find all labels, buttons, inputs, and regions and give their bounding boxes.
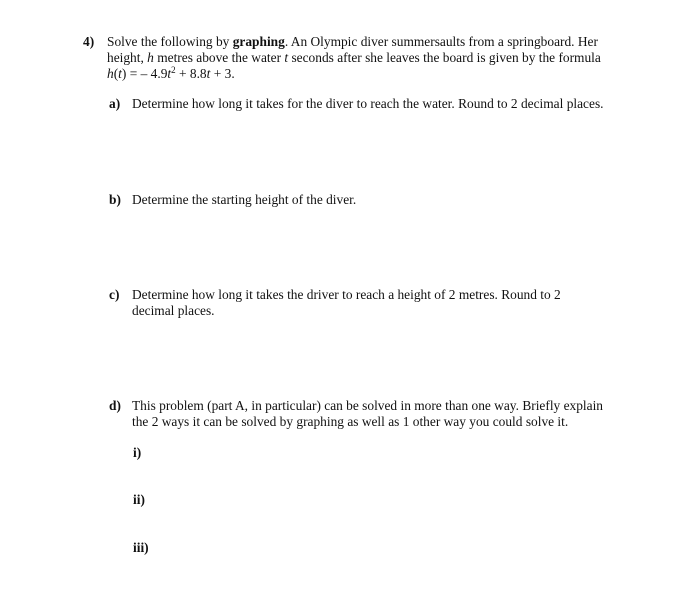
question-line-2-part: metres above the water [153, 50, 285, 65]
part-a-text: Determine how long it takes for the diver to reach the water. Round to 2 decimal places. [132, 96, 604, 111]
subpart-ii-label: ii) [133, 492, 145, 507]
part-b-text: Determine the starting height of the diver. [132, 192, 357, 207]
part-c-line-2: decimal places. [132, 303, 215, 318]
formula-h: h [107, 66, 114, 81]
question-line-1-start: Solve the following by [107, 34, 233, 49]
part-d-line-2: the 2 ways it can be solved by graphing as well as 1 other way you could solve it. [132, 414, 569, 429]
graphing-emphasis: graphing [232, 34, 285, 49]
question-line-1 [107, 34, 598, 50]
subpart-i-label: i) [133, 445, 142, 460]
formula-t: t [118, 66, 122, 81]
formula-t: t [167, 66, 172, 81]
part-d-label: d) [109, 398, 121, 413]
question-line-2 [107, 50, 601, 66]
height-formula [107, 66, 235, 82]
part-a-label: a) [109, 96, 121, 111]
question-number: 4) [83, 34, 95, 49]
formula-part: + 3. [210, 66, 235, 81]
part-c-line-1: Determine how long it takes the driver to reach a height of 2 metres. Round to 2 [132, 287, 561, 302]
part-b-label: b) [109, 192, 121, 207]
question-line-2-part: seconds after she leaves the board is given by the formula [288, 50, 601, 65]
formula-part: + 8.8 [175, 66, 207, 81]
part-c-label: c) [109, 287, 120, 302]
formula-part: ) = – 4.9 [121, 66, 168, 81]
part-d-line-1: This problem (part A, in particular) can be solved in more than one way. Briefly explain [132, 398, 604, 413]
formula-t: t [206, 66, 211, 81]
formula-part: ( [113, 66, 119, 81]
question-line-1-end: . An Olympic diver summersaults from a springboard. Her [284, 34, 598, 49]
subpart-iii-label: iii) [133, 540, 149, 555]
variable-h: h [147, 50, 154, 65]
formula-exponent: 2 [171, 65, 176, 75]
question-line-2-part: height, [107, 50, 148, 65]
variable-t: t [284, 50, 289, 65]
